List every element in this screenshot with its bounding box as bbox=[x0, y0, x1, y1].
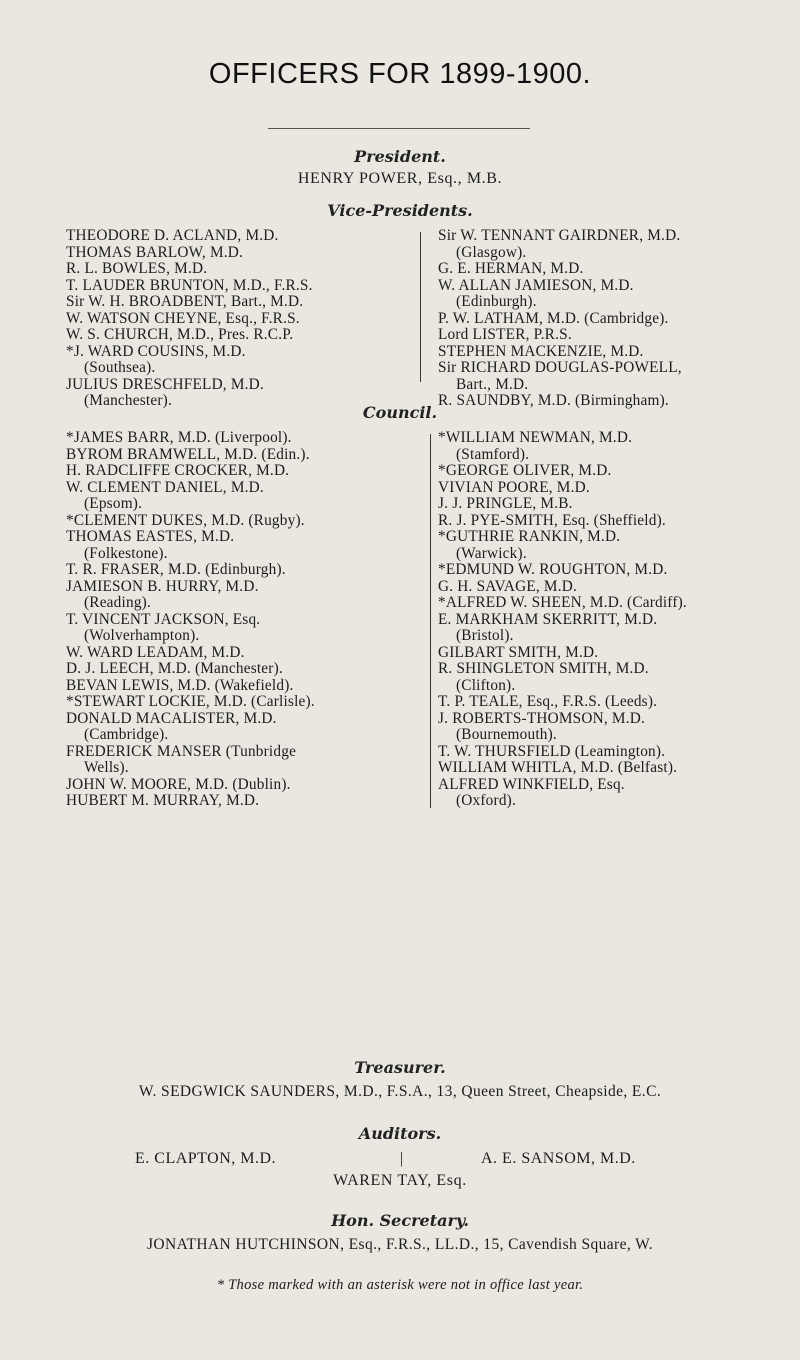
officer-entry: E. MARKHAM SKERRITT, M.D. bbox=[438, 610, 658, 628]
officer-entry: T. P. TEALE, Esq., F.R.S. (Leeds). bbox=[438, 693, 658, 710]
auditors-heading: Auditors. bbox=[358, 1124, 442, 1143]
page-title: OFFICERS FOR 1899-1900. bbox=[208, 58, 592, 90]
entry-location: Bart., M.D. bbox=[456, 375, 529, 393]
entry-location: (Wolverhampton). bbox=[84, 627, 200, 644]
officer-entry: HUBERT M. MURRAY, M.D. bbox=[66, 792, 260, 809]
entry-location: (Edinburgh). bbox=[456, 293, 537, 310]
officer-entry: T. LAUDER BRUNTON, M.D., F.R.S. bbox=[66, 276, 313, 294]
officer-entry: W. WARD LEADAM, M.D. bbox=[66, 643, 245, 661]
footnote: * Those marked with an asterisk were not in office last year. bbox=[216, 1277, 584, 1293]
council-left-column bbox=[66, 430, 315, 810]
entry-location: (Folkestone). bbox=[84, 544, 168, 562]
council-heading: Council. bbox=[362, 403, 438, 422]
officer-entry: W. S. CHURCH, M.D., Pres. R.C.P. bbox=[66, 326, 294, 343]
title-rule bbox=[268, 128, 530, 129]
auditor-separator: | bbox=[400, 1150, 404, 1167]
entry-location: (Clifton). bbox=[456, 676, 516, 694]
officer-entry: W. CLEMENT DANIEL, M.D. bbox=[66, 478, 264, 496]
officer-entry: JULIUS DRESCHFELD, M.D. bbox=[66, 375, 264, 393]
officer-entry: JAMIESON B. HURRY, M.D. bbox=[66, 577, 259, 595]
officer-entry: BEVAN LEWIS, M.D. (Wakefield). bbox=[66, 676, 294, 694]
officer-entry: THOMAS EASTES, M.D. bbox=[66, 528, 235, 545]
officer-entry: FREDERICK MANSER (Tunbridge bbox=[66, 742, 297, 760]
entry-location: (Southsea). bbox=[84, 359, 156, 376]
president-heading: President. bbox=[354, 147, 446, 166]
president-name: HENRY POWER, Esq., M.B. bbox=[297, 170, 503, 187]
treasurer-heading: Treasurer. bbox=[354, 1058, 446, 1077]
officer-entry: ALFRED WINKFIELD, Esq. bbox=[438, 775, 625, 793]
officer-entry: T. R. FRASER, M.D. (Edinburgh). bbox=[66, 561, 286, 578]
officer-entry: *GUTHRIE RANKIN, M.D. bbox=[438, 528, 621, 545]
officer-entry: H. RADCLIFFE CROCKER, M.D. bbox=[66, 462, 290, 479]
entry-location: Wells). bbox=[84, 759, 129, 776]
officer-entry: W. ALLAN JAMIESON, M.D. bbox=[438, 276, 634, 294]
entry-location: (Oxford). bbox=[456, 792, 516, 809]
officer-entry: R. SAUNDBY, M.D. (Birmingham). bbox=[438, 392, 669, 409]
auditor-left: E. CLAPTON, M.D. bbox=[135, 1150, 277, 1167]
officer-entry: THEODORE D. ACLAND, M.D. bbox=[66, 227, 279, 244]
secretary-name: JONATHAN HUTCHINSON, Esq., F.R.S., LL.D., 15, Cavendish Square, W. bbox=[146, 1236, 654, 1253]
officer-entry: *STEWART LOCKIE, M.D. (Carlisle). bbox=[66, 693, 315, 710]
officer-entry: *CLEMENT DUKES, M.D. (Rugby). bbox=[66, 511, 305, 529]
officer-entry: *ALFRED W. SHEEN, M.D. (Cardiff). bbox=[438, 594, 687, 611]
officer-entry: G. H. SAVAGE, M.D. bbox=[438, 577, 578, 595]
officer-entry: P. W. LATHAM, M.D. (Cambridge). bbox=[438, 309, 669, 327]
officer-entry: WILLIAM WHITLA, M.D. (Belfast). bbox=[438, 759, 678, 776]
officer-entry: JOHN W. MOORE, M.D. (Dublin). bbox=[66, 775, 291, 793]
officer-entry: STEPHEN MACKENZIE, M.D. bbox=[438, 342, 644, 360]
secretary-heading: Hon. Secretary. bbox=[331, 1211, 469, 1230]
officer-entry: Lord LISTER, P.R.S. bbox=[438, 326, 572, 343]
officer-entry: J. J. PRINGLE, M.B. bbox=[438, 495, 573, 512]
auditor-third: WAREN TAY, Esq. bbox=[333, 1172, 467, 1189]
entry-location: (Reading). bbox=[84, 594, 151, 611]
officer-entry: R. SHINGLETON SMITH, M.D. bbox=[438, 660, 649, 677]
officer-entry: T. W. THURSFIELD (Leamington). bbox=[438, 742, 666, 760]
officer-entry: VIVIAN POORE, M.D. bbox=[438, 478, 590, 496]
auditor-right: A. E. SANSOM, M.D. bbox=[481, 1150, 636, 1167]
officer-entry: T. VINCENT JACKSON, Esq. bbox=[66, 610, 261, 628]
column-divider bbox=[430, 434, 431, 808]
officer-entry: *EDMUND W. ROUGHTON, M.D. bbox=[438, 561, 668, 578]
treasurer-name: W. SEDGWICK SAUNDERS, M.D., F.S.A., 13, Queen Street, Cheapside, E.C. bbox=[138, 1083, 662, 1100]
officer-entry: G. E. HERMAN, M.D. bbox=[438, 260, 584, 277]
officer-entry: *GEORGE OLIVER, M.D. bbox=[438, 462, 612, 479]
entry-location: (Glasgow). bbox=[456, 243, 527, 261]
entry-location: (Cambridge). bbox=[84, 726, 169, 743]
officer-entry: *JAMES BARR, M.D. (Liverpool). bbox=[66, 429, 292, 446]
officer-entry: Sir RICHARD DOUGLAS-POWELL, bbox=[438, 359, 682, 376]
officer-entry: Sir W. TENNANT GAIRDNER, M.D. bbox=[438, 227, 681, 244]
officer-entry: Sir W. H. BROADBENT, Bart., M.D. bbox=[66, 293, 304, 310]
officer-entry: W. WATSON CHEYNE, Esq., F.R.S. bbox=[66, 309, 300, 327]
vice-presidents-heading: Vice-Presidents. bbox=[327, 201, 473, 220]
officer-entry: DONALD MACALISTER, M.D. bbox=[66, 709, 277, 727]
officer-entry: *WILLIAM NEWMAN, M.D. bbox=[438, 429, 633, 446]
officer-entry: R. L. BOWLES, M.D. bbox=[66, 260, 208, 277]
entry-location: (Bournemouth). bbox=[456, 726, 557, 743]
officer-entry: J. ROBERTS-THOMSON, M.D. bbox=[438, 709, 646, 727]
entry-location: (Stamford). bbox=[456, 445, 530, 463]
vice-presidents-right-column bbox=[438, 228, 682, 410]
officer-entry: THOMAS BARLOW, M.D. bbox=[66, 243, 244, 261]
vice-presidents-left-column bbox=[66, 228, 313, 410]
officer-entry: BYROM BRAMWELL, M.D. (Edin.). bbox=[66, 445, 310, 463]
officer-entry: GILBART SMITH, M.D. bbox=[438, 643, 599, 661]
officer-entry: R. J. PYE-SMITH, Esq. (Sheffield). bbox=[438, 511, 666, 529]
entry-location: (Bristol). bbox=[456, 627, 514, 644]
column-divider bbox=[420, 232, 421, 382]
officer-entry: D. J. LEECH, M.D. (Manchester). bbox=[66, 660, 283, 677]
entry-location: (Warwick). bbox=[456, 544, 527, 562]
council-right-column bbox=[438, 430, 687, 810]
officer-entry: *J. WARD COUSINS, M.D. bbox=[66, 342, 246, 360]
entry-location: (Manchester). bbox=[84, 392, 172, 409]
entry-location: (Epsom). bbox=[84, 495, 143, 512]
